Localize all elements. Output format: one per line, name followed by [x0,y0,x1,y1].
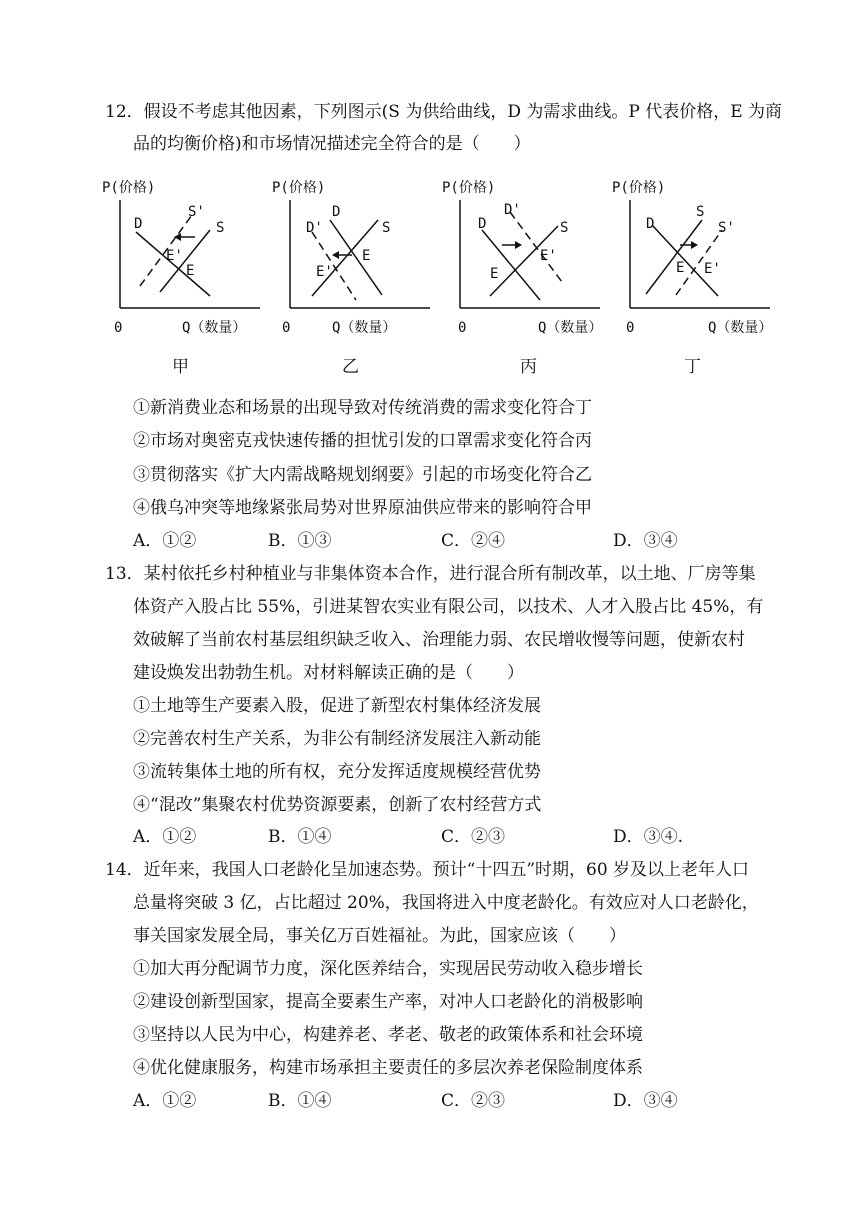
q13-option-a[interactable]: A．①② [133,827,197,847]
y-axis-label: P(价格) [272,180,326,196]
graph-ding [610,170,780,350]
q12-statement-2: ②市场对奥密克戎快速传播的担忧引发的口罩需求变化符合丙 [133,431,592,451]
q12-option-a[interactable]: A．①② [133,531,197,551]
q12-option-d[interactable]: D．③④ [613,531,678,551]
q13-statement-4: ④“混改”集聚农村优势资源要素，创新了农村经营方式 [133,795,542,815]
origin-label: 0 [626,320,635,336]
q13-stem-line4: 建设焕发出勃勃生机。对材料解读正确的是（ ） [133,663,524,683]
point-label: E' [704,261,721,277]
q14-statement-2: ②建设创新型国家，提高全要素生产率，对冲人口老龄化的消极影响 [133,992,643,1012]
graph-caption: 甲 [172,357,189,377]
curve-label: D' [504,202,521,218]
graph-yi [270,170,440,350]
curve-label: D [478,216,487,232]
point-label: E' [316,264,333,280]
q13-statement-3: ③流转集体土地的所有权，充分发挥适度规模经营优势 [133,762,541,782]
x-axis-label: Q（数量） [538,320,603,336]
y-axis-label: P(价格) [102,180,156,196]
curve-label: D [332,204,341,220]
q14-option-a[interactable]: A．①② [133,1091,197,1111]
curve-label: S' [188,204,205,220]
origin-label: 0 [458,320,467,336]
q12-option-c[interactable]: C．②④ [441,531,506,551]
point-label: E [186,263,195,279]
q14-statement-3: ③坚持以人民为中心，构建养老、孝老、敬老的政策体系和社会环境 [133,1025,643,1045]
q12-statement-4: ④俄乌冲突等地缘紧张局势对世界原油供应带来的影响符合甲 [133,498,592,518]
q14-option-b[interactable]: B．①④ [268,1091,332,1111]
q13-stem-line1: 13．某村依托乡村种植业与非集体资本合作，进行混合所有制改革，以土地、厂房等集 [105,564,756,584]
curve-label: D [646,216,655,232]
q12-stem-line1: 12．假设不考虑其他因素，下列图示(S 为供给曲线，D 为需求曲线。P 代表价格，E 为商 [105,102,783,122]
origin-label: 0 [114,320,123,336]
q13-stem-line3: 效破解了当前农村基层组织缺乏收入、治理能力弱、农民增收慢等问题，使新农村 [133,630,745,650]
origin-label: 0 [282,320,291,336]
point-label: E [676,260,685,276]
point-label: E [490,266,499,282]
point-label: E [362,248,371,264]
q13-option-b[interactable]: B．①④ [268,827,332,847]
point-label: E' [166,248,183,264]
curve-label: S [216,220,225,236]
curve-label: D [134,216,143,232]
q13-option-d[interactable]: D．③④. [613,827,684,847]
q14-statement-4: ④优化健康服务，构建市场承担主要责任的多层次养老保险制度体系 [133,1058,643,1078]
x-axis-label: Q（数量） [332,320,397,336]
q14-stem-line2: 总量将突破 3 亿，占比超过 20%，我国将进入中度老龄化。有效应对人口老龄化， [133,893,759,913]
curve-label: S [382,220,391,236]
q13-option-c[interactable]: C．②③ [441,827,506,847]
q14-stem-line3: 事关国家发展全局，事关亿万百姓福祉。为此，国家应该（ ） [133,926,626,946]
y-axis-label: P(价格) [442,180,496,196]
curve-label: S [696,204,705,220]
q12-statement-3: ③贯彻落实《扩大内需战略规划纲要》引起的市场变化符合乙 [133,465,592,485]
curve-label: S' [718,220,735,236]
q13-stem-line2: 体资产入股占比 55%，引进某智农实业有限公司，以技术、人才入股占比 45%，有 [133,597,764,617]
q14-stem-line1: 14．近年来，我国人口老龄化呈加速态势。预计“十四五”时期，60 岁及以上老年人口 [105,860,750,880]
q14-option-c[interactable]: C．②③ [441,1091,506,1111]
q14-statement-1: ①加大再分配调节力度，深化医养结合，实现居民劳动收入稳步增长 [133,959,643,979]
q13-statement-1: ①土地等生产要素入股，促进了新型农村集体经济发展 [133,696,541,716]
curve-label: D' [306,220,323,236]
q12-option-b[interactable]: B．①③ [268,531,332,551]
q14-option-d[interactable]: D．③④ [613,1091,678,1111]
graph-caption: 乙 [342,357,359,377]
q12-statement-1: ①新消费业态和场景的出现导致对传统消费的需求变化符合丁 [133,398,592,418]
graph-caption: 丁 [684,357,701,377]
x-axis-label: Q（数量） [182,320,247,336]
graph-caption: 丙 [520,357,537,377]
y-axis-label: P(价格) [612,180,666,196]
point-label: E' [540,248,557,264]
x-axis-label: Q（数量） [708,320,773,336]
q13-statement-2: ②完善农村生产关系，为非公有制经济发展注入新动能 [133,729,541,749]
graph-jia [100,170,270,350]
curve-label: S [560,220,569,236]
q12-stem-line2: 品的均衡价格)和市场情况描述完全符合的是（ ） [133,134,531,154]
graph-bing [440,170,610,350]
